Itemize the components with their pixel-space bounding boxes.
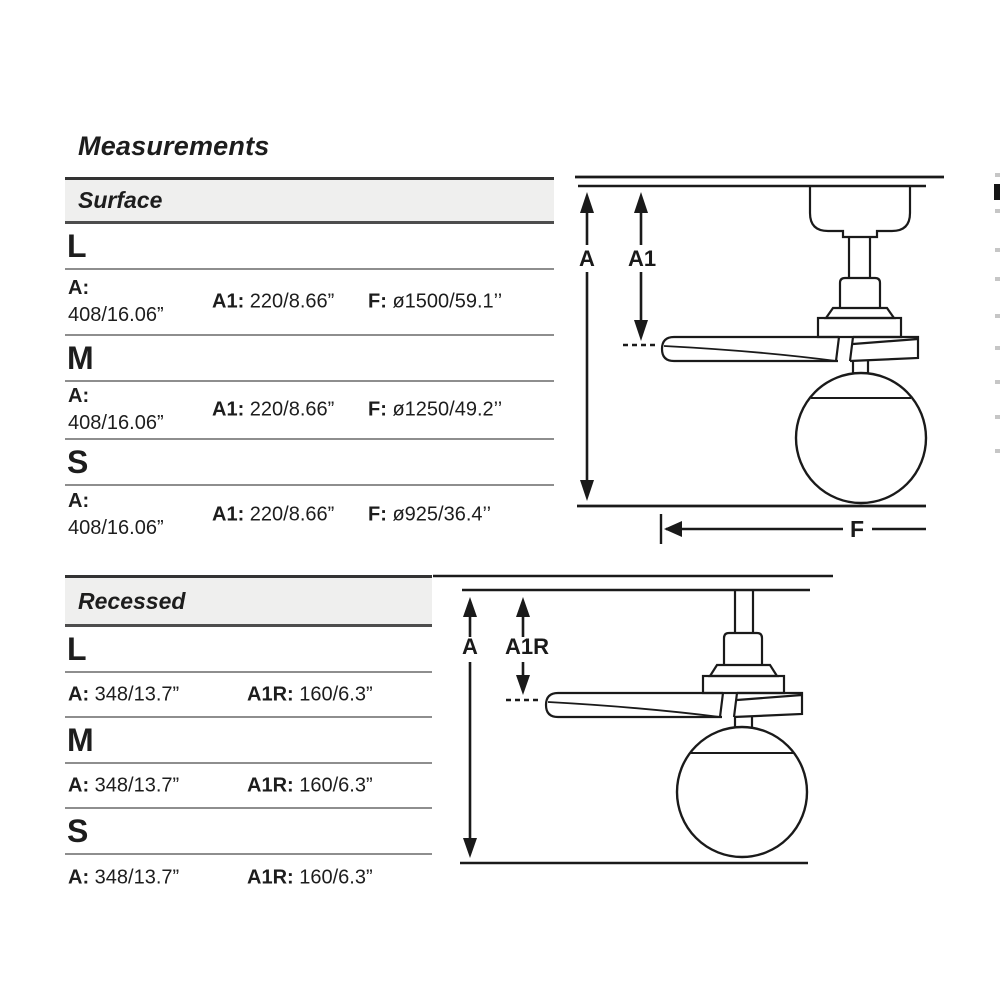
arrowhead-up — [634, 192, 648, 213]
fan-downrod — [849, 237, 870, 278]
spec-a1r-label: A1R: — [247, 774, 294, 796]
spec-a1r — [247, 683, 373, 706]
spec-a1 — [212, 399, 334, 422]
spec-a-label: A: — [68, 277, 90, 299]
recessed-section-header-label: Recessed — [78, 587, 186, 614]
clipped-page-fragment — [995, 173, 1000, 177]
arrowhead-up — [516, 597, 530, 617]
fan-blade-hub — [836, 337, 853, 361]
dim-a-label: A — [462, 634, 478, 659]
spec-f-label: F: — [368, 398, 387, 421]
arrowhead-down — [463, 838, 477, 858]
spec-a-label: A: — [68, 385, 90, 407]
fan-blade-hub — [720, 693, 737, 717]
arrowhead-down — [516, 675, 530, 695]
fan-blade-right — [734, 693, 802, 717]
spec-f-value: ø1500/59.1’’ — [392, 290, 503, 313]
size-row-s — [65, 809, 432, 855]
spec-a1r-label: A1R: — [247, 866, 294, 888]
fan-blade-curve — [548, 702, 720, 717]
fan-globe-stem — [853, 361, 868, 373]
spec-a-value: 408/16.06” — [68, 517, 164, 539]
surface-specs-row-l — [65, 270, 554, 336]
spec-a — [68, 383, 164, 437]
size-row-l — [65, 224, 554, 270]
spec-a-value: 348/13.7” — [94, 774, 180, 796]
dim-a1r-label: A1R — [504, 634, 550, 659]
spec-a-label: A: — [68, 490, 90, 512]
surface-mount-diagram — [558, 166, 1000, 566]
clipped-page-fragment — [995, 380, 1000, 384]
arrowhead-left — [664, 521, 682, 537]
spec-a1r — [247, 774, 373, 797]
surface-measurements-table — [65, 177, 554, 544]
recessed-specs-row-s — [65, 855, 432, 900]
fan-motor-neck — [840, 278, 880, 308]
size-row-s — [65, 440, 554, 486]
fan-globe — [677, 727, 807, 857]
spec-a — [68, 774, 179, 797]
spec-f-value: ø1250/49.2’’ — [392, 398, 503, 421]
fan-canopy — [810, 187, 910, 237]
recessed-measurements-table — [65, 575, 432, 900]
spec-a-label: A: — [68, 774, 90, 796]
spec-a — [68, 683, 179, 706]
spec-a-value: 408/16.06” — [68, 304, 164, 326]
size-label: L — [67, 630, 87, 667]
fan-motor-neck — [724, 633, 762, 665]
clipped-page-fragment — [995, 277, 1000, 281]
fan-motor-body — [703, 676, 784, 693]
fan-motor-flange — [710, 665, 777, 676]
spec-a-label: A: — [68, 866, 90, 888]
surface-specs-row-m — [65, 382, 554, 440]
spec-f — [368, 291, 502, 314]
spec-f-label: F: — [368, 290, 387, 313]
dim-f-label: F — [849, 516, 865, 542]
surface-specs-row-s — [65, 486, 554, 544]
size-label: S — [67, 812, 89, 849]
spec-a-value: 348/13.7” — [94, 683, 180, 705]
clipped-page-fragment — [994, 184, 1000, 200]
arrowhead-down — [634, 320, 648, 341]
spec-a1r-value: 160/6.3” — [299, 683, 373, 705]
spec-a1r — [247, 866, 373, 889]
fan-blade-right — [850, 337, 918, 361]
spec-a1-label: A1: — [212, 290, 245, 313]
spec-a — [68, 488, 164, 542]
spec-a — [68, 866, 179, 889]
spec-a1r-label: A1R: — [247, 683, 294, 705]
spec-f — [368, 399, 502, 422]
fan-motor-flange — [826, 308, 894, 318]
spec-a-value: 408/16.06” — [68, 412, 164, 434]
dim-a1-label: A1 — [627, 246, 657, 271]
spec-a1 — [212, 504, 334, 527]
arrowhead-up — [580, 192, 594, 213]
fan-motor-body — [818, 318, 901, 337]
clipped-page-fragment — [995, 415, 1000, 419]
spec-a1-value: 220/8.66” — [249, 398, 335, 421]
size-label: S — [67, 443, 89, 480]
spec-f-label: F: — [368, 503, 387, 526]
spec-f-value: ø925/36.4’’ — [392, 503, 492, 526]
surface-section-header-label: Surface — [78, 187, 163, 213]
spec-a1-value: 220/8.66” — [249, 290, 335, 313]
size-label: M — [67, 721, 94, 758]
size-row-m — [65, 336, 554, 382]
spec-a1 — [212, 291, 334, 314]
spec-a1-label: A1: — [212, 398, 245, 421]
size-row-m — [65, 718, 432, 764]
spec-a-label: A: — [68, 683, 90, 705]
spec-a1r-value: 160/6.3” — [299, 866, 373, 888]
recessed-specs-row-l — [65, 673, 432, 718]
clipped-page-fragment — [995, 346, 1000, 350]
dim-a-label: A — [579, 246, 595, 271]
surface-section-header — [65, 180, 554, 224]
clipped-page-fragment — [995, 314, 1000, 318]
size-row-l — [65, 627, 432, 673]
clipped-page-fragment — [995, 449, 1000, 453]
spec-a — [68, 275, 164, 329]
recessed-specs-row-m — [65, 764, 432, 809]
fan-blade-curve — [664, 346, 836, 361]
arrowhead-up — [463, 597, 477, 617]
arrowhead-down — [580, 480, 594, 501]
recessed-mount-diagram — [428, 564, 840, 876]
spec-a1-value: 220/8.66” — [249, 503, 335, 526]
clipped-page-fragment — [995, 209, 1000, 213]
spec-f — [368, 504, 491, 527]
size-label: M — [67, 339, 94, 376]
fan-downrod — [735, 590, 753, 633]
clipped-page-fragment — [995, 248, 1000, 252]
spec-a1r-value: 160/6.3” — [299, 774, 373, 796]
size-label: L — [67, 227, 87, 264]
recessed-section-header — [65, 578, 432, 627]
spec-a1-label: A1: — [212, 503, 245, 526]
page-title: Measurements — [78, 131, 270, 161]
spec-a-value: 348/13.7” — [94, 866, 180, 888]
fan-globe — [796, 373, 926, 503]
